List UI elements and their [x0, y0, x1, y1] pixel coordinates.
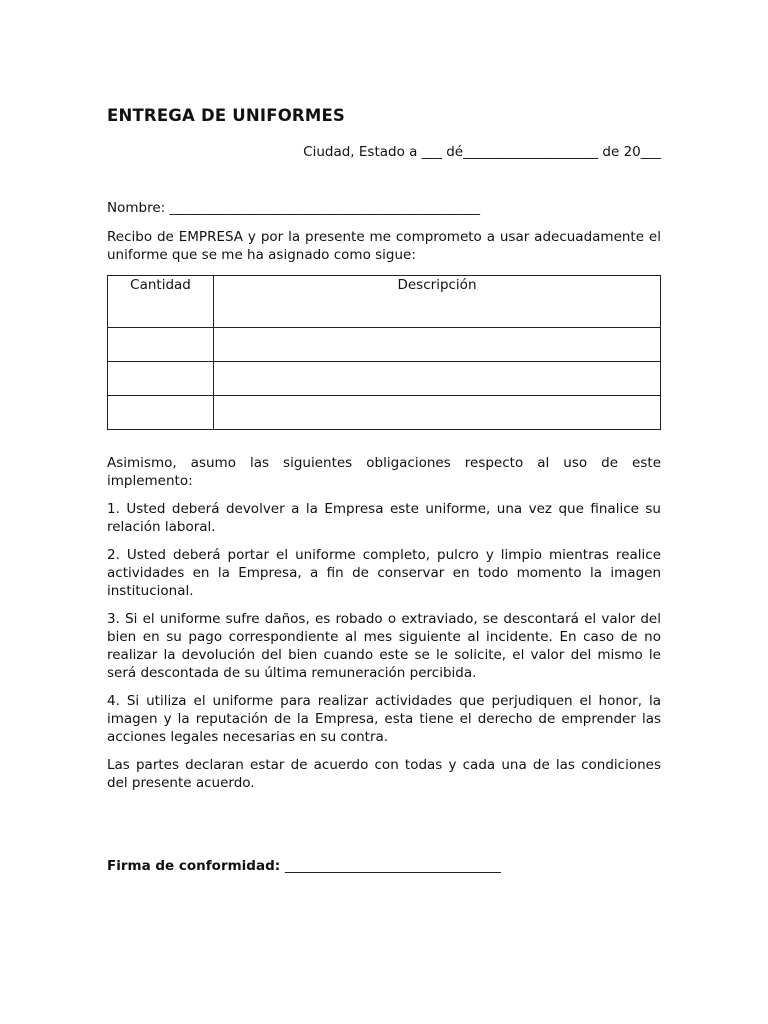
- table-row: [108, 396, 661, 430]
- obligation-item: 3. Si el uniforme sufre daños, es robado o extraviado, se descontará el valor del bien en su pago correspondiente al mes siguiente al incidente. En caso de no realizar la devolución del bien cuando este se le solicite, el valor del mismo le será descontada de su última remuneración percibida.: [107, 611, 661, 681]
- descripcion-cell[interactable]: [214, 396, 661, 430]
- obligations-intro: Asimismo, asumo las siguientes obligaciones respecto al uso de este implemento:: [107, 455, 661, 489]
- signature-line: ________________________________: [284, 858, 501, 874]
- obligation-item: 1. Usted deberá devolver a la Empresa este uniforme, una vez que finalice su relación laboral.: [107, 501, 661, 535]
- intro-paragraph: Recibo de EMPRESA y por la presente me comprometo a usar adecuadamente el uniforme que se me ha asignado como sigue:: [107, 229, 661, 263]
- cantidad-cell[interactable]: [108, 328, 214, 362]
- table-row: [108, 362, 661, 396]
- descripcion-cell[interactable]: [214, 362, 661, 396]
- obligation-item: 2. Usted deberá portar el uniforme completo, pulcro y limpio mientras realice actividades en la Empresa, a fin de conservar en todo momento la imagen institucional.: [107, 547, 661, 599]
- document-title: ENTREGA DE UNIFORMES: [107, 106, 346, 125]
- signature-block: [107, 858, 501, 874]
- descripcion-cell[interactable]: [214, 328, 661, 362]
- name-line: Nombre: ______________________________________________: [107, 200, 480, 216]
- table-header-row: [108, 276, 661, 328]
- obligation-item: 4. Si utiliza el uniforme para realizar actividades que perjudiquen el honor, la imagen y la reputación de la Empresa, esta tiene el derecho de emprender las acciones legales necesarias en su contra.: [107, 693, 661, 745]
- date-line: Ciudad, Estado a ___ dé____________________ de 20___: [303, 144, 661, 160]
- closing-paragraph: Las partes declaran estar de acuerdo con todas y cada una de las condiciones del presente acuerdo.: [107, 757, 661, 791]
- cantidad-cell[interactable]: [108, 396, 214, 430]
- header-descripcion: Descripción: [214, 276, 661, 328]
- cantidad-cell[interactable]: [108, 362, 214, 396]
- signature-label: Firma de conformidad:: [107, 858, 281, 874]
- header-cantidad: Cantidad: [108, 276, 214, 328]
- table-row: [108, 328, 661, 362]
- uniform-table: [107, 275, 661, 430]
